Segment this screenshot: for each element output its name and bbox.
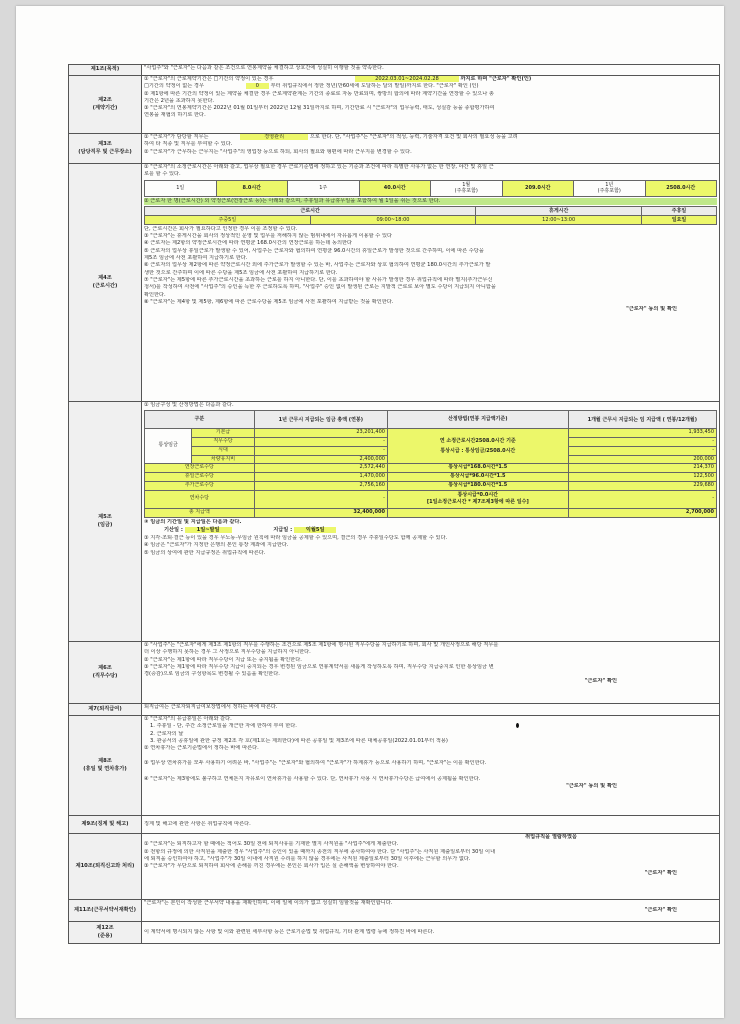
total-monthly-wage: 2,700,000	[568, 508, 716, 517]
article-8-title: 제8조 (휴일 및 연차휴가)	[69, 716, 142, 816]
article-3-title: 제3조 (담당직무 및 근무장소)	[69, 134, 142, 164]
article-6-title: 제6조 (직무수당)	[69, 642, 142, 704]
article-3-body: ① "근로자"가 담당할 직무는 경영관리 으로 한다. 단, "사업주"는 "근로자"의 적성, 능력, 기술자격 요건 및 회사의 필요성 등을 고려 하여 타 직종 및 직무를 부여할 수 있다. ② "근로자"가 근무하는 근무지는 "사업주"의 영업장 등으로 하되, 회사의 필요와 형편에 따라 근무지를 변경할 수 있다.	[142, 134, 720, 164]
scan-speck-mark	[516, 723, 519, 728]
article-4-body: ① "근로자"의 소정근로시간은 아래와 같고, 업무상 필요한 경우 근로기준법에 정하고 있는 기준과 조건에 따라 특별한 사유가 없는 한 연장, 야간 및 휴일 근 로를 할 수 있다. 1일 8.0시간 1주 40.0시간 1월 (주휴포함) 209.0시간 1년 (주휴포함) 2508.0시간 ② 근로자 한 명(근로시간) 외 약정근로(연장근로 등)는 아래와 같으며, 주휴일과 유급휴무일을 포함하여 월 1일을 쉬는 것으로 한다. 근로시간 휴게시간 주휴일 주중5일 09:00~18:00 12:00~13:00 일요일 단, 근로시간은 회사가 필요하다고 인정한 경우 이를 조정할 수 있다. ③ "근로자"는 휴게시간을 회사의 정상적인 운영 및 업무를 저해하지 않는 범위내에서 자유롭게 이용할 수 있다 ④ 근로자는 제2항의 약정근로시간에 따라 연평균 168.0시간의 연장근로를 하는데 동의한다 ⑤ 근로자의 업무상 휴일근로가 발생할 수 있어, 사업주는 근로자와 협의하여 연평균 96.0시간의 휴일근로가 발생한 것으로 간주하며, 이에 따른 수당을 제5조 임금에 사전 포괄하여 지급하기로 한다. ⑥ 근로자의 업무상 제2항에 따른 약정근로시간 외에 주가근로가 발생할 수 있는 바, 사업주는 근로자와 상호 협의하여 연평균 180.0시간의 추가근로가 발 생한 것으로 간주하며 이에 따른 수당을 제5조 임금에 사전 포괄하여 지급하기로 한다. ⑦ "근로자"는 제5항에 따른 추가근로시간을 초과하는 근로를 하지 아니한다. 단, 이를 초과하여야 할 사유가 발생한 경우 취업규칙에 따라 별지(추가근무신 청서)를 작성하여 사전에 "사업주"의 승인을 득한 후 근로하도록 하며, "사업주" 승인 없이 발생된 근로는 지발적 근로로 보아 별도 수당이 지급되지 아니함을 확인한다. ⑧ "근로자"는 제4항 및 제5항, 제6항에 따른 근로수당을 제5조 임금에 사전 포괄하여 지급받는 것을 확인한다. "근로자" 동의 및 확인	[142, 164, 720, 402]
work-schedule-table: 근로시간 휴게시간 주휴일 주중5일 09:00~18:00 12:00~13:00 일요일	[144, 206, 717, 225]
total-annual-wage: 32,400,000	[254, 508, 387, 517]
article-9-body: 징계 및 해고에 관한 사항은 취업규칙에 따른다.	[142, 816, 720, 834]
working-hours-table: 1일 8.0시간 1주 40.0시간 1월 (주휴포함) 209.0시간 1년 (주휴포함) 2508.0시간	[144, 180, 717, 197]
article-7-title: 제7(퇴직급여)	[69, 704, 142, 716]
article-5-title: 제5조 (임금)	[69, 402, 142, 642]
article-8-body: ① "근로자"의 유급휴일은 아래와 같다. 1. 주휴일 - 단, 주간 소정근로일을 개근한 자에 한하여 부여 한다. 2. 근로자의 날 3. 관공서의 공휴일에 관한 규정 제2조 각 호(제1호는 제외한다)에 따른 공휴일 및 제3조에 따른 대체공휴일(2022.01.01부터 적용) ② 연차휴가는 근로기준법에서 정하는 바에 따른다. ③ 업무상 연차휴가를 모두 사용하기 어려운 바, "사업주"는 "근로자"와 협의하여 "근로자"가 하계휴가 등으로 사용하기 하며, "근로자"는 이를 확인한다. ④ "근로자"는 제3항에도 불구하고 연체돈지 자유로이 연차휴가를 사용할 수 있다. 단, 연차휴가 사용 시 연차휴가수당은 급여에서 공제됨을 확인한다. "근로자" 동의 및 확인	[142, 716, 720, 816]
article-11-title: 제11조(근무서약서재확인)	[69, 900, 142, 922]
article-4-confirm: "근로자" 동의 및 확인	[626, 306, 677, 313]
article-2-body: ① "근로자"의 근로계약기간은 □기간의 약정이 있는 경우 2022.03.01~2024.02.28 까지로 하며 "근로자" 확인(인) □기간의 약정이 없는 경우 0 부터 취업규칙에서 정한 정년(만60세에 도달하는 달의 말일)까지로 한다. "근로자" 확인 (인) ② 제1항에 따른 기간의 약정이 있는 계약을 체결한 경우 근로계약관계는 기간의 종료로 자동 만료되며, 쌍방의 합의에 따라 계약기간을 연장할 수 있으나 총 기간은 2년을 초과하지 못한다. ③ "근로자"의 연봉계약기간은 2022년 01월 01일부터 2022년 12월 31일까지로 하며, 기간만료 시 "근로자"의 업무능력, 태도, 성실감 등을 종합평가하여 연봉을 재협의 하기로 한다.	[142, 76, 720, 134]
article-8-confirm: "근로자" 동의 및 확인	[566, 783, 617, 790]
article-5-body: ① 임금구성 및 산정방법은 다음과 같다. 구분 1년 근무시 지급되는 임금 총액 (연봉) 산정방법(연봉 지급액기준) 1개월 근무시 지급되는 임 지급액 ( 연봉/12개월) 통상임금 기본급 23,201,400 연 소정근로시간2508.0시간 기준 통상시급 : 통상임금/2508.0시간 1,933,450 직무수당 - - 식대 - - 차량유지비 2,400,000 200,000 연장근로수당 2,572,440 통상시급*168.0시간*1.5 214,370 휴일근로수당 1,470,000 통상시급*96.0시간*1.5 122,500 추가근로수당 2,756,160 통상시급*180.0시간*1.5 229,680 연차수당 - 통상시급*0.0시간 [1일소정근로시간 * 제7조제3항에 따른 일수] - 총 지급액 32,400,000 2,700,000 ② 임금의 기간일 및 지급일은 다음과 같다. 기산일 : 1일~말일 지급일 : 익월5일 ③ 지각·조퇴·결근 등이 있을 경우 무노동·무임금 원칙에 따라 임금을 공제할 수 있으며, 결근의 경우 주휴일수당도 함께 공제할 수 있다. ④ 임금은 "근로자"가 지정한 은행의 본인 통장 계좌에 지급한다. ⑤ 임금의 상여에 관한 지급규정은 취업규칙에 따른다.	[142, 402, 720, 642]
article-1-body: "사업주"와 "근로자"는 다음과 같은 조건으로 연봉계약을 체결하고 상호간에 성실히 이행할 것을 약속한다.	[142, 65, 720, 76]
article-6-body: ① "사업주"는 "근로자"에게 제3조 제1항의 직무를 수행하는 조건으로 제5조 제1항에 명시된 직무수당을 지급하기로 하며, 회사 및 개인사정으로 해당 직무를 더 이상 수행하지 못하는 경우 그 사정으로 직무수당을 지급하지 아니한다. ② "근로자"는 제1항에 따라 직무수당이 지급 또는 중지됨을 확인한다. ③ "근로자"는 제1항에 따라 직무수당 지급이 중지되는 경우 변경된 임금으로 연봉계약서를 새롭게 작성하도록 하며, 직무수당 지급중지로 인한 통상임금 변 경(증감)으로 임금의 구성항목도 변경될 수 있음을 확인한다. "근로자" 확인	[142, 642, 720, 704]
contract-page	[16, 6, 724, 1018]
article-10-title: 제10조(퇴직신고와 처리)	[69, 834, 142, 900]
article-4-title: 제4조 (근로시간)	[69, 164, 142, 402]
article-12-title: 제12조 (준용)	[69, 922, 142, 944]
wage-row-name: 기본급	[192, 429, 254, 438]
contract-table	[68, 64, 720, 944]
article-11-confirm: "근로자" 확인	[644, 907, 677, 914]
article-6-confirm: "근로자" 확인	[584, 678, 617, 685]
article-10-confirm: "근로자" 확인	[644, 870, 677, 877]
article-11-body: "근로자"는 본인이 작성한 근무서약 내용을 재확인하며, 이에 일체 이의가 없고 성실히 임할것을 재확인합니다. "근로자" 확인	[142, 900, 720, 922]
job-duty: 경영관리	[240, 134, 308, 140]
pay-day: 익월5일	[294, 527, 337, 533]
article-10-body: 취업규칙을 열람하였음 ① "근로자"는 퇴직하고자 할 때에는 적어도 30일 전에 퇴직사유를 기재한 별지 사직원을 "사업주"에게 제출한다. ② 전항의 규정에 의한 사직원을 제출한 경우 "사업주"의 승인이 있을 때까지 종전의 직무에 종사하여야 한다. 단 "사업주"는 사직원 제출일로부터 30일 이내 에 퇴직을 승인하여야 하고, "사업주"가 30일 이내에 사직원 수리를 하지 않을 경우에는 사직원 제출일로부터 30일 이후에는 근무할 의무가 없다. ③ "근로자"가 무단으로 퇴직하여 회사에 손해를 끼친 경우에는 본인은 회사가 입은 실 손해액을 변상하여야 한다. "근로자" 확인	[142, 834, 720, 900]
article-12-body: 이 계약서에 명시되지 않는 사항 및 이와 관련된 세부사항 등은 근로기준법 및 취업규칙, 기타 관계 법령 등에 정하진 바에 따른다.	[142, 922, 720, 944]
article-7-body: 퇴직급여는 근로자퇴직급여보장법에서 정하는 바에 따른다.	[142, 704, 720, 716]
article-9-title: 제9조(징계 및 해고)	[69, 816, 142, 834]
pay-period: 1일~말일	[185, 527, 232, 533]
wage-table: 구분 1년 근무시 지급되는 임금 총액 (연봉) 산정방법(연봉 지급액기준) 1개월 근무시 지급되는 임 지급액 ( 연봉/12개월) 통상임금 기본급 23,201,400 연 소정근로시간2508.0시간 기준 통상시급 : 통상임금/2508.0시간 1,933,450 직무수당 - - 식대 - - 차량유지비 2,400,000 200,000 연장근로수당 2,572,440 통상시급*168.0시간*1.5 214,370 휴일근로수당 1,470,000 통상시급*96.0시간*1.5 122,500 추가근로수당 2,756,160 통상시급*180.0시간*1.5 229,680 연차수당 - 통상시급*0.0시간 [1일소정근로시간 * 제7조제3항에 따른 일수] - 총 지급액 32,400,000 2,700,000	[144, 410, 717, 517]
article-2-title: 제2조 (계약기간)	[69, 76, 142, 134]
contract-period-dates: 2022.03.01~2024.02.28	[355, 76, 459, 82]
agreed-hours-note: ② 근로자 한 명(근로시간) 외 약정근로(연장근로 등)는 아래와 같으며, 주휴일과 유급휴무일을 포함하여 월 1일을 쉬는 것으로 한다.	[144, 198, 717, 205]
article-1-title: 제1조(목적)	[69, 65, 142, 76]
